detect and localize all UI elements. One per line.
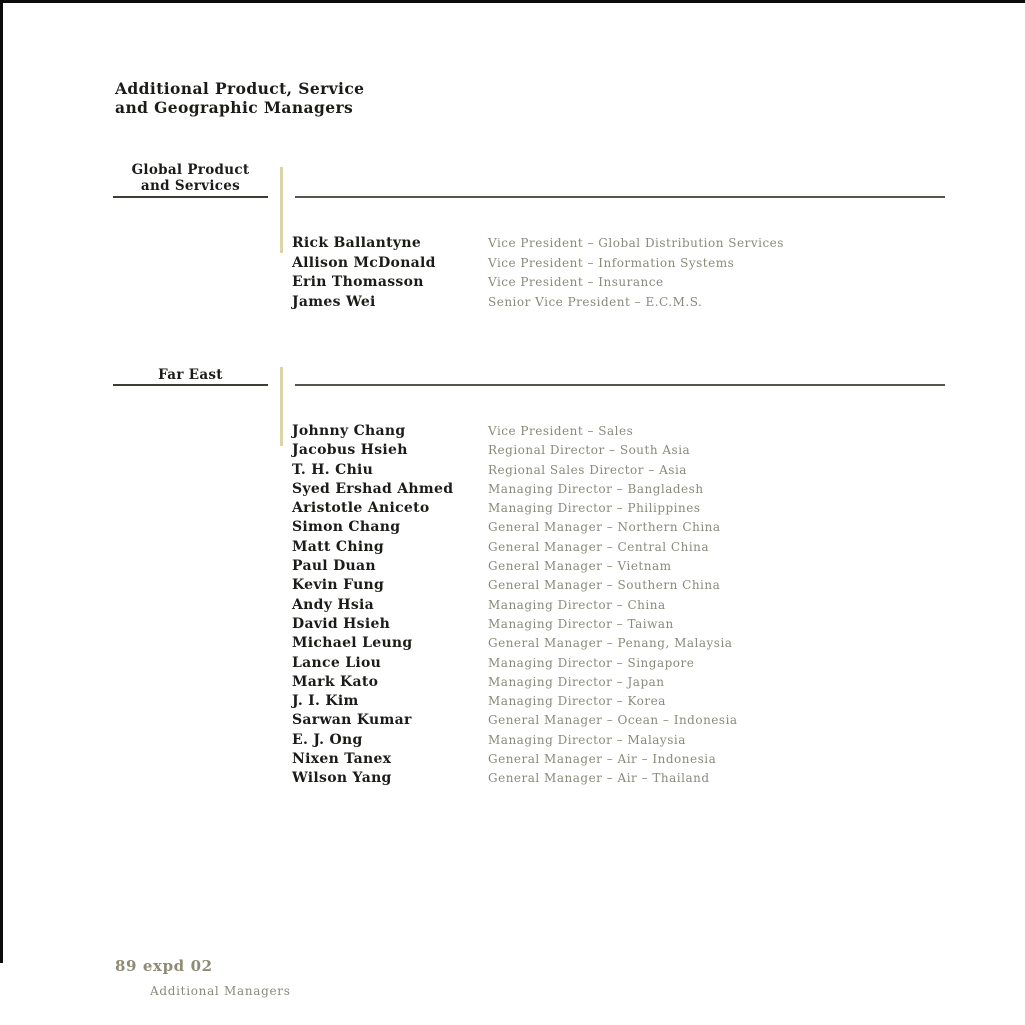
manager-title: Senior Vice President – E.C.M.S. (488, 294, 703, 309)
manager-title: Vice President – Insurance (488, 275, 664, 289)
manager-row (292, 497, 738, 516)
manager-row (292, 671, 738, 690)
page-title (115, 79, 364, 117)
manager-row (292, 439, 738, 458)
manager-name: James Wei (292, 293, 376, 310)
manager-name: Erin Thomasson (292, 274, 424, 290)
manager-name: Allison McDonald (292, 254, 436, 271)
manager-title: General Manager – Northern China (488, 520, 721, 535)
manager-row (292, 252, 784, 272)
manager-name: Johnny Chang (292, 423, 406, 439)
section-vertical-rule (280, 167, 283, 253)
page-edge-top (0, 0, 1025, 3)
manager-row (292, 271, 784, 291)
manager-title: Managing Director – Korea (488, 694, 666, 709)
manager-name: Lance Liou (292, 654, 382, 671)
heading-underline (113, 384, 268, 386)
manager-row (292, 709, 738, 728)
manager-row (292, 632, 738, 651)
manager-title: Vice President – Global Distribution Services (488, 236, 784, 250)
manager-row (292, 729, 738, 748)
manager-title: General Manager – Ocean – Indonesia (488, 713, 738, 728)
manager-name: Mark Kato (292, 673, 379, 690)
manager-title: General Manager – Vietnam (488, 559, 672, 574)
manager-name: Sarwan Kumar (292, 712, 412, 729)
manager-title: Vice President – Information Systems (488, 255, 735, 270)
manager-name: David Hsieh (292, 615, 391, 632)
heading-underline (113, 196, 268, 198)
manager-row (292, 459, 738, 478)
footer-section-label: Additional Managers (150, 984, 291, 998)
manager-title: Regional Director – South Asia (488, 443, 691, 458)
manager-title: Vice President – Sales (488, 424, 634, 438)
manager-title: Managing Director – Singapore (488, 655, 695, 670)
section-horizontal-rule (295, 384, 945, 386)
manager-title: General Manager – Air – Indonesia (488, 752, 717, 767)
section-heading: Far East (158, 367, 223, 383)
manager-row (292, 536, 738, 555)
manager-row (292, 420, 738, 439)
manager-name: Wilson Yang (292, 770, 392, 787)
manager-row (292, 291, 784, 311)
manager-row (292, 767, 738, 786)
manager-row (292, 516, 738, 535)
manager-row (292, 613, 738, 632)
manager-name: E. J. Ong (292, 731, 363, 748)
manager-row (292, 574, 738, 593)
footer-page-code: 89 expd 02 (115, 957, 213, 975)
manager-row (292, 690, 738, 709)
page-edge-left (0, 0, 3, 963)
section-heading: Global Product and Services (131, 162, 250, 194)
page-title-line-1: Additional Product, Service (115, 79, 365, 98)
manager-row (292, 748, 738, 767)
people-list (292, 420, 738, 787)
people-list (292, 232, 784, 310)
manager-title: Managing Director – Japan (488, 674, 665, 689)
manager-name: Simon Chang (292, 519, 401, 536)
manager-name: Jacobus Hsieh (292, 442, 408, 459)
manager-name: T. H. Chiu (292, 461, 374, 478)
manager-row (292, 652, 738, 671)
section-horizontal-rule (295, 196, 945, 198)
manager-name: Nixen Tanex (292, 751, 392, 768)
manager-name: Rick Ballantyne (292, 235, 422, 251)
manager-row (292, 594, 738, 613)
manager-name: Kevin Fung (292, 577, 385, 594)
manager-title: Managing Director – Bangladesh (488, 481, 704, 496)
manager-name: Matt Ching (292, 538, 384, 555)
manager-title: Regional Sales Director – Asia (488, 462, 687, 477)
manager-name: Aristotle Aniceto (292, 500, 430, 517)
manager-title: General Manager – Central China (488, 539, 710, 554)
manager-row (292, 555, 738, 574)
manager-title: General Manager – Southern China (488, 578, 721, 593)
page-title-line-2: and Geographic Managers (115, 98, 354, 117)
manager-name: Syed Ershad Ahmed (292, 480, 454, 497)
manager-row (292, 232, 784, 252)
manager-name: J. I. Kim (292, 693, 359, 710)
manager-title: Managing Director – Malaysia (488, 732, 686, 747)
manager-row (292, 478, 738, 497)
manager-title: General Manager – Penang, Malaysia (488, 636, 733, 651)
manager-name: Paul Duan (292, 558, 376, 575)
manager-name: Andy Hsia (292, 596, 375, 613)
section-vertical-rule (280, 367, 283, 446)
manager-title: Managing Director – Philippines (488, 501, 701, 516)
manager-title: Managing Director – China (488, 597, 666, 612)
manager-title: Managing Director – Taiwan (488, 616, 674, 631)
manager-title: General Manager – Air – Thailand (488, 771, 710, 786)
manager-name: Michael Leung (292, 635, 413, 652)
